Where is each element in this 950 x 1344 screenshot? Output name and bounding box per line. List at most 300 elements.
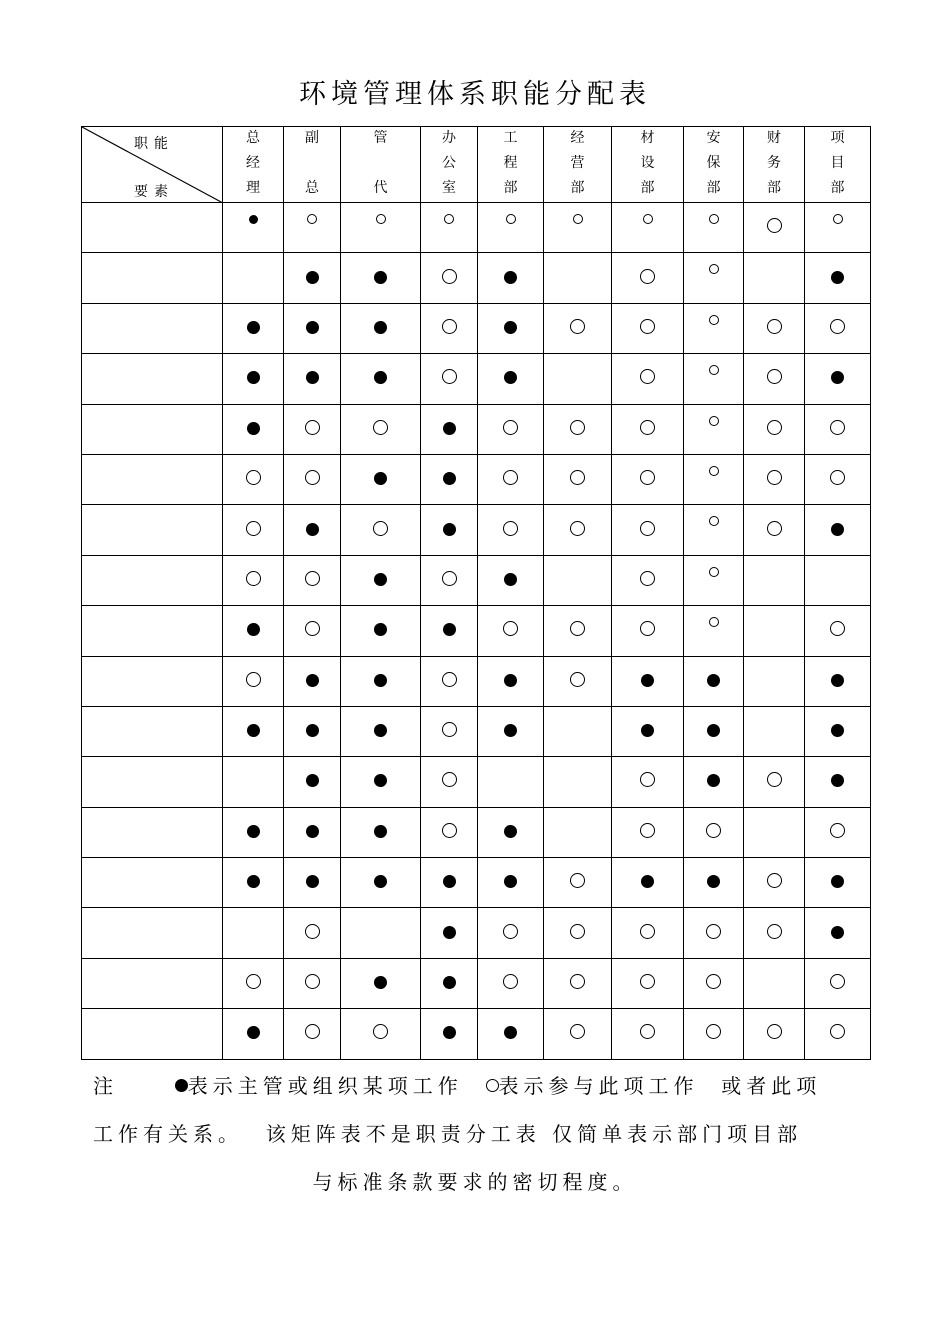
table-row xyxy=(82,303,871,353)
open-circle-icon xyxy=(767,873,782,888)
element-cell xyxy=(82,203,223,253)
open-circle-icon xyxy=(767,218,782,233)
open-circle-icon xyxy=(709,365,719,375)
matrix-cell xyxy=(612,253,684,303)
matrix-cell xyxy=(744,354,805,404)
matrix-cell xyxy=(805,505,871,555)
header-row xyxy=(82,127,871,203)
matrix-cell xyxy=(478,757,544,807)
open-circle-icon xyxy=(503,420,518,435)
open-circle-icon xyxy=(640,420,655,435)
column-header: 财 务 部 xyxy=(744,127,805,203)
filled-circle-icon xyxy=(374,875,387,888)
matrix-cell xyxy=(284,706,341,756)
matrix-cell xyxy=(684,203,744,253)
matrix-cell xyxy=(284,505,341,555)
table-row xyxy=(82,1009,871,1059)
matrix-cell xyxy=(684,303,744,353)
column-header: 管 代 xyxy=(341,127,421,203)
matrix-cell xyxy=(684,354,744,404)
filled-circle-icon xyxy=(247,1026,260,1039)
matrix-cell xyxy=(223,354,284,404)
filled-circle-icon xyxy=(374,321,387,334)
note-line-3: 与标准条款要求的密切程度。 xyxy=(312,1170,638,1194)
matrix-cell xyxy=(612,404,684,454)
matrix-cell xyxy=(341,555,421,605)
matrix-cell xyxy=(544,858,612,908)
matrix-cell xyxy=(805,303,871,353)
filled-circle-icon xyxy=(504,674,517,687)
matrix-cell xyxy=(544,656,612,706)
matrix-cell xyxy=(612,958,684,1008)
matrix-cell xyxy=(805,807,871,857)
open-circle-icon xyxy=(709,516,719,526)
filled-circle-icon xyxy=(443,976,456,989)
filled-circle-icon xyxy=(306,774,319,787)
filled-circle-icon xyxy=(504,875,517,888)
table-row xyxy=(82,354,871,404)
column-header: 材 设 部 xyxy=(612,127,684,203)
matrix-cell xyxy=(744,807,805,857)
open-circle-legend-icon xyxy=(486,1079,499,1092)
filled-circle-icon xyxy=(443,1026,456,1039)
matrix-cell xyxy=(341,354,421,404)
matrix-cell xyxy=(684,555,744,605)
open-circle-icon xyxy=(706,974,721,989)
matrix-cell xyxy=(223,505,284,555)
open-circle-icon xyxy=(305,1024,320,1039)
table-row xyxy=(82,606,871,656)
open-circle-icon xyxy=(570,319,585,334)
matrix-cell xyxy=(612,203,684,253)
filled-circle-icon xyxy=(707,674,720,687)
matrix-cell xyxy=(744,303,805,353)
filled-circle-icon xyxy=(504,825,517,838)
open-circle-icon xyxy=(506,214,516,224)
matrix-cell xyxy=(544,505,612,555)
table-row xyxy=(82,404,871,454)
matrix-cell xyxy=(223,454,284,504)
matrix-cell xyxy=(284,354,341,404)
open-circle-icon xyxy=(709,214,719,224)
element-cell xyxy=(82,303,223,353)
open-circle-icon xyxy=(503,470,518,485)
matrix-cell xyxy=(341,706,421,756)
matrix-cell xyxy=(284,908,341,958)
matrix-cell xyxy=(223,858,284,908)
filled-circle-icon xyxy=(247,875,260,888)
filled-circle-icon xyxy=(504,271,517,284)
matrix-cell xyxy=(284,303,341,353)
open-circle-icon xyxy=(709,264,719,274)
filled-circle-icon xyxy=(831,774,844,787)
element-cell xyxy=(82,757,223,807)
column-header: 项 目 部 xyxy=(805,127,871,203)
element-cell xyxy=(82,354,223,404)
note-line-1 xyxy=(93,1070,913,1099)
matrix-cell xyxy=(544,706,612,756)
filled-circle-icon xyxy=(641,674,654,687)
matrix-cell xyxy=(684,807,744,857)
filled-circle-legend-icon xyxy=(175,1079,188,1092)
matrix-cell xyxy=(544,757,612,807)
filled-circle-icon xyxy=(374,674,387,687)
filled-circle-icon xyxy=(374,371,387,384)
element-label: 要素 xyxy=(134,184,174,200)
open-circle-icon xyxy=(830,420,845,435)
open-circle-icon xyxy=(640,521,655,536)
table-row xyxy=(82,656,871,706)
open-circle-icon xyxy=(503,924,518,939)
filled-circle-icon xyxy=(831,926,844,939)
open-circle-icon xyxy=(709,416,719,426)
open-circle-icon xyxy=(570,1024,585,1039)
matrix-cell xyxy=(478,858,544,908)
matrix-cell xyxy=(284,555,341,605)
open-circle-icon xyxy=(246,571,261,586)
matrix-cell xyxy=(284,958,341,1008)
open-circle-icon xyxy=(503,974,518,989)
matrix-cell xyxy=(341,1009,421,1059)
matrix-cell xyxy=(544,404,612,454)
note-related-text: 或者此项 xyxy=(721,1074,822,1098)
open-circle-icon xyxy=(640,319,655,334)
open-circle-icon xyxy=(640,924,655,939)
function-allocation-table xyxy=(81,126,871,1060)
matrix-cell xyxy=(684,1009,744,1059)
open-circle-icon xyxy=(573,214,583,224)
matrix-cell xyxy=(544,807,612,857)
matrix-cell xyxy=(478,454,544,504)
open-circle-icon xyxy=(767,521,782,536)
matrix-cell xyxy=(544,908,612,958)
open-circle-icon xyxy=(305,621,320,636)
matrix-cell xyxy=(223,253,284,303)
element-cell xyxy=(82,858,223,908)
matrix-cell xyxy=(478,807,544,857)
matrix-cell xyxy=(284,404,341,454)
filled-circle-icon xyxy=(831,523,844,536)
element-cell xyxy=(82,505,223,555)
matrix-cell xyxy=(341,858,421,908)
matrix-cell xyxy=(223,303,284,353)
filled-circle-icon xyxy=(443,926,456,939)
matrix-cell xyxy=(223,706,284,756)
matrix-cell xyxy=(284,203,341,253)
matrix-cell xyxy=(284,454,341,504)
matrix-cell xyxy=(805,354,871,404)
matrix-cell xyxy=(341,505,421,555)
filled-circle-icon xyxy=(247,321,260,334)
matrix-cell xyxy=(684,706,744,756)
open-circle-icon xyxy=(640,772,655,787)
column-header: 安 保 部 xyxy=(684,127,744,203)
matrix-cell xyxy=(478,1009,544,1059)
open-circle-icon xyxy=(640,621,655,636)
matrix-cell xyxy=(284,1009,341,1059)
column-header: 工 程 部 xyxy=(478,127,544,203)
matrix-cell xyxy=(223,606,284,656)
matrix-cell xyxy=(544,303,612,353)
matrix-cell xyxy=(612,757,684,807)
open-circle-icon xyxy=(709,466,719,476)
matrix-cell xyxy=(223,757,284,807)
element-cell xyxy=(82,404,223,454)
matrix-cell xyxy=(744,253,805,303)
open-circle-icon xyxy=(442,772,457,787)
matrix-cell xyxy=(612,606,684,656)
element-cell xyxy=(82,1009,223,1059)
open-circle-icon xyxy=(640,974,655,989)
filled-circle-icon xyxy=(443,875,456,888)
filled-circle-icon xyxy=(443,623,456,636)
table-row xyxy=(82,958,871,1008)
open-circle-icon xyxy=(833,214,843,224)
open-circle-icon xyxy=(830,1024,845,1039)
filled-circle-icon xyxy=(247,623,260,636)
open-circle-icon xyxy=(640,470,655,485)
matrix-cell xyxy=(744,656,805,706)
filled-circle-icon xyxy=(374,976,387,989)
matrix-cell xyxy=(341,454,421,504)
filled-circle-icon xyxy=(641,875,654,888)
open-circle-icon xyxy=(640,1024,655,1039)
element-cell xyxy=(82,253,223,303)
matrix-cell xyxy=(478,706,544,756)
matrix-cell xyxy=(612,354,684,404)
open-circle-icon xyxy=(305,571,320,586)
matrix-cell xyxy=(684,757,744,807)
filled-circle-icon xyxy=(707,724,720,737)
filled-circle-icon xyxy=(306,321,319,334)
matrix-cell xyxy=(805,1009,871,1059)
open-circle-icon xyxy=(709,567,719,577)
open-circle-icon xyxy=(305,420,320,435)
open-circle-icon xyxy=(305,924,320,939)
open-circle-icon xyxy=(373,420,388,435)
matrix-cell xyxy=(744,958,805,1008)
table-row xyxy=(82,203,871,253)
filled-circle-icon xyxy=(306,875,319,888)
filled-circle-icon xyxy=(504,321,517,334)
matrix-cell xyxy=(744,706,805,756)
open-circle-icon xyxy=(246,974,261,989)
element-cell xyxy=(82,454,223,504)
matrix-cell xyxy=(805,958,871,1008)
open-circle-icon xyxy=(830,319,845,334)
open-circle-icon xyxy=(305,974,320,989)
matrix-cell xyxy=(805,404,871,454)
element-cell xyxy=(82,807,223,857)
matrix-cell xyxy=(805,203,871,253)
matrix-cell xyxy=(684,908,744,958)
matrix-cell xyxy=(341,656,421,706)
filled-circle-icon xyxy=(374,623,387,636)
matrix-cell xyxy=(744,404,805,454)
open-circle-icon xyxy=(442,269,457,284)
matrix-cell xyxy=(744,757,805,807)
open-circle-icon xyxy=(706,924,721,939)
filled-circle-icon xyxy=(306,371,319,384)
matrix-cell xyxy=(744,606,805,656)
matrix-cell xyxy=(478,958,544,1008)
filled-circle-icon xyxy=(374,774,387,787)
filled-circle-icon xyxy=(443,523,456,536)
open-circle-icon xyxy=(570,672,585,687)
matrix-cell xyxy=(341,303,421,353)
filled-circle-icon xyxy=(374,271,387,284)
matrix-cell xyxy=(284,656,341,706)
open-circle-icon xyxy=(246,521,261,536)
matrix-cell xyxy=(744,555,805,605)
open-circle-icon xyxy=(830,470,845,485)
matrix-cell xyxy=(544,253,612,303)
matrix-cell xyxy=(684,958,744,1008)
matrix-cell xyxy=(341,807,421,857)
function-label: 职能 xyxy=(134,136,174,152)
matrix-cell xyxy=(684,404,744,454)
matrix-cell xyxy=(223,404,284,454)
matrix-cell xyxy=(544,555,612,605)
filled-circle-icon xyxy=(247,724,260,737)
open-circle-icon xyxy=(570,621,585,636)
open-circle-icon xyxy=(570,420,585,435)
filled-circle-icon xyxy=(831,674,844,687)
filled-circle-icon xyxy=(641,724,654,737)
column-header: 经 营 部 xyxy=(544,127,612,203)
matrix-cell xyxy=(421,908,478,958)
matrix-cell xyxy=(744,454,805,504)
matrix-cell xyxy=(744,203,805,253)
table-row xyxy=(82,807,871,857)
matrix-cell xyxy=(744,908,805,958)
filled-circle-icon xyxy=(504,1026,517,1039)
element-cell xyxy=(82,555,223,605)
open-circle-icon xyxy=(767,369,782,384)
open-circle-icon xyxy=(442,319,457,334)
matrix-cell xyxy=(544,203,612,253)
filled-circle-icon xyxy=(831,875,844,888)
open-circle-icon xyxy=(305,470,320,485)
matrix-cell xyxy=(223,656,284,706)
matrix-cell xyxy=(223,1009,284,1059)
open-circle-icon xyxy=(767,924,782,939)
matrix-cell xyxy=(612,706,684,756)
filled-circle-icon xyxy=(306,523,319,536)
matrix-cell xyxy=(421,757,478,807)
matrix-cell xyxy=(223,958,284,1008)
matrix-cell xyxy=(612,908,684,958)
matrix-cell xyxy=(544,1009,612,1059)
filled-circle-icon xyxy=(374,724,387,737)
matrix-cell xyxy=(805,908,871,958)
open-circle-icon xyxy=(442,722,457,737)
table-row xyxy=(82,505,871,555)
table-row xyxy=(82,858,871,908)
matrix-cell xyxy=(684,606,744,656)
open-circle-icon xyxy=(640,823,655,838)
open-circle-icon xyxy=(709,617,719,627)
matrix-cell xyxy=(478,656,544,706)
filled-circle-icon xyxy=(306,825,319,838)
open-circle-icon xyxy=(767,319,782,334)
open-circle-icon xyxy=(373,521,388,536)
open-circle-icon xyxy=(830,823,845,838)
matrix-cell xyxy=(805,757,871,807)
page-title: 环境管理体系职能分配表 xyxy=(299,79,651,110)
matrix-cell xyxy=(805,555,871,605)
filled-circle-icon xyxy=(443,472,456,485)
matrix-cell xyxy=(478,908,544,958)
matrix-cell xyxy=(223,908,284,958)
filled-circle-icon xyxy=(247,371,260,384)
element-cell xyxy=(82,958,223,1008)
matrix-cell xyxy=(744,858,805,908)
open-circle-icon xyxy=(640,369,655,384)
filled-circle-icon xyxy=(249,215,258,224)
column-header: 副 总 xyxy=(284,127,341,203)
matrix-cell xyxy=(421,555,478,605)
matrix-cell xyxy=(223,203,284,253)
matrix-cell xyxy=(223,807,284,857)
filled-circle-icon xyxy=(831,371,844,384)
open-circle-icon xyxy=(767,420,782,435)
open-circle-icon xyxy=(706,823,721,838)
matrix-cell xyxy=(421,505,478,555)
open-circle-icon xyxy=(442,823,457,838)
matrix-cell xyxy=(612,303,684,353)
matrix-cell xyxy=(478,354,544,404)
matrix-cell xyxy=(421,606,478,656)
open-circle-icon xyxy=(830,974,845,989)
matrix-cell xyxy=(421,354,478,404)
matrix-cell xyxy=(684,858,744,908)
matrix-cell xyxy=(284,858,341,908)
open-circle-icon xyxy=(246,672,261,687)
open-circle-icon xyxy=(767,772,782,787)
open-circle-icon xyxy=(830,621,845,636)
open-circle-icon xyxy=(373,1024,388,1039)
matrix-cell xyxy=(544,354,612,404)
table-row xyxy=(82,908,871,958)
matrix-cell xyxy=(544,454,612,504)
open-circle-icon xyxy=(640,571,655,586)
matrix-cell xyxy=(684,253,744,303)
matrix-cell xyxy=(421,807,478,857)
matrix-cell xyxy=(284,757,341,807)
matrix-cell xyxy=(341,908,421,958)
matrix-cell xyxy=(544,958,612,1008)
note-main-text: 表示主管或组织某项工作 xyxy=(187,1074,463,1098)
filled-circle-icon xyxy=(374,472,387,485)
matrix-cell xyxy=(544,606,612,656)
matrix-cell xyxy=(478,606,544,656)
filled-circle-icon xyxy=(306,271,319,284)
matrix-cell xyxy=(421,958,478,1008)
column-header: 办 公 室 xyxy=(421,127,478,203)
matrix-cell xyxy=(684,454,744,504)
filled-circle-icon xyxy=(504,573,517,586)
matrix-cell xyxy=(421,203,478,253)
matrix-cell xyxy=(421,404,478,454)
filled-circle-icon xyxy=(831,724,844,737)
filled-circle-icon xyxy=(504,724,517,737)
open-circle-icon xyxy=(442,672,457,687)
matrix-cell xyxy=(612,555,684,605)
matrix-cell xyxy=(421,454,478,504)
table-row xyxy=(82,555,871,605)
open-circle-icon xyxy=(503,521,518,536)
